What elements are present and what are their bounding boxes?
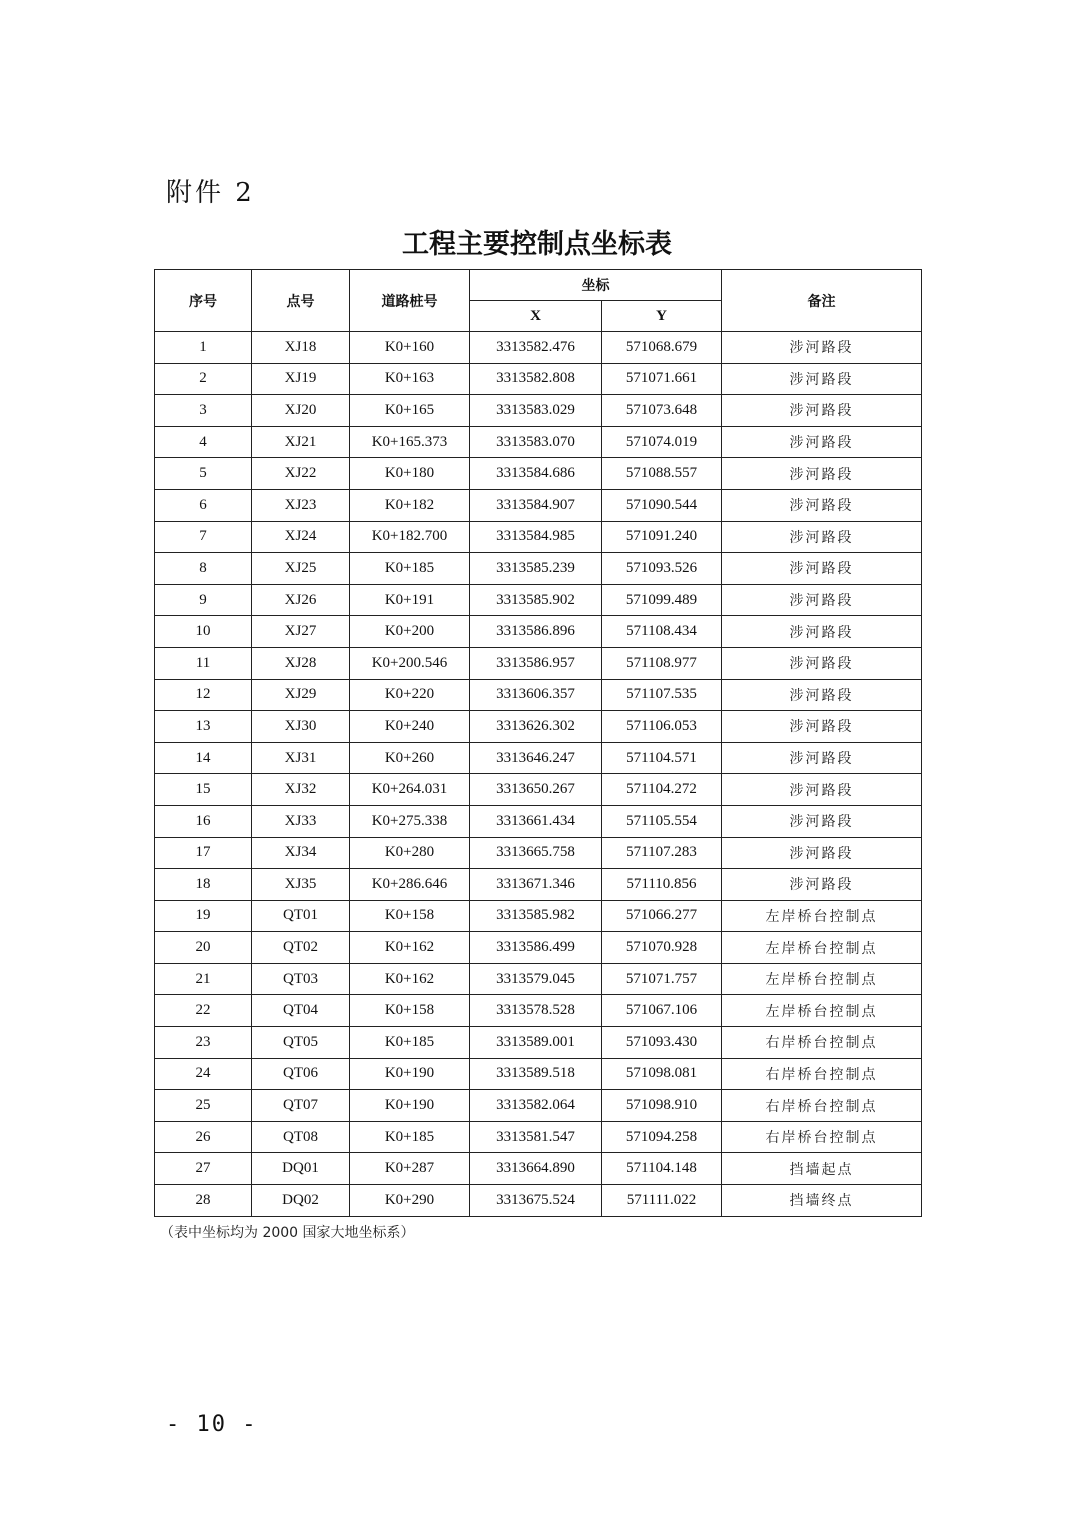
cell-station: K0+240 <box>350 711 470 743</box>
cell-seq: 20 <box>155 932 252 964</box>
cell-note: 左岸桥台控制点 <box>722 995 922 1027</box>
cell-y: 571107.535 <box>602 679 722 711</box>
cell-station: K0+287 <box>350 1153 470 1185</box>
cell-point: XJ33 <box>252 805 350 837</box>
header-station: 道路桩号 <box>350 270 470 332</box>
cell-seq: 25 <box>155 1090 252 1122</box>
cell-x: 3313661.434 <box>470 805 602 837</box>
cell-point: QT02 <box>252 932 350 964</box>
cell-point: DQ02 <box>252 1185 350 1217</box>
attachment-label: 附件 2 <box>166 178 255 208</box>
cell-y: 571107.283 <box>602 837 722 869</box>
cell-y: 571105.554 <box>602 805 722 837</box>
table-row <box>155 837 922 869</box>
table-row <box>155 805 922 837</box>
cell-station: K0+200 <box>350 616 470 648</box>
cell-point: XJ24 <box>252 521 350 553</box>
cell-station: K0+165.373 <box>350 426 470 458</box>
cell-y: 571094.258 <box>602 1121 722 1153</box>
cell-x: 3313584.907 <box>470 489 602 521</box>
cell-station: K0+290 <box>350 1185 470 1217</box>
cell-x: 3313585.982 <box>470 900 602 932</box>
header-coord: 坐标 <box>470 270 722 301</box>
cell-station: K0+286.646 <box>350 869 470 901</box>
cell-seq: 9 <box>155 584 252 616</box>
table-row <box>155 553 922 585</box>
cell-y: 571098.910 <box>602 1090 722 1122</box>
cell-x: 3313579.045 <box>470 963 602 995</box>
cell-point: XJ18 <box>252 332 350 364</box>
table-row <box>155 332 922 364</box>
cell-seq: 15 <box>155 774 252 806</box>
cell-x: 3313582.064 <box>470 1090 602 1122</box>
cell-note: 涉河路段 <box>722 363 922 395</box>
cell-x: 3313606.357 <box>470 679 602 711</box>
cell-note: 涉河路段 <box>722 553 922 585</box>
cell-seq: 12 <box>155 679 252 711</box>
table-row <box>155 900 922 932</box>
cell-station: K0+280 <box>350 837 470 869</box>
cell-station: K0+180 <box>350 458 470 490</box>
cell-note: 涉河路段 <box>722 458 922 490</box>
header-x: X <box>470 301 602 332</box>
coordinate-table <box>154 269 922 1217</box>
header-seq: 序号 <box>155 270 252 332</box>
cell-seq: 24 <box>155 1058 252 1090</box>
cell-x: 3313589.001 <box>470 1027 602 1059</box>
cell-point: QT08 <box>252 1121 350 1153</box>
cell-y: 571093.430 <box>602 1027 722 1059</box>
cell-seq: 14 <box>155 742 252 774</box>
cell-y: 571067.106 <box>602 995 722 1027</box>
cell-point: XJ32 <box>252 774 350 806</box>
cell-note: 涉河路段 <box>722 837 922 869</box>
cell-station: K0+191 <box>350 584 470 616</box>
cell-y: 571108.434 <box>602 616 722 648</box>
cell-seq: 4 <box>155 426 252 458</box>
table-row <box>155 742 922 774</box>
table-row <box>155 426 922 458</box>
cell-y: 571070.928 <box>602 932 722 964</box>
table-row <box>155 1058 922 1090</box>
table-row <box>155 1121 922 1153</box>
cell-seq: 1 <box>155 332 252 364</box>
cell-point: XJ34 <box>252 837 350 869</box>
cell-point: QT01 <box>252 900 350 932</box>
cell-point: XJ20 <box>252 395 350 427</box>
cell-seq: 11 <box>155 647 252 679</box>
cell-station: K0+185 <box>350 1027 470 1059</box>
table-row <box>155 869 922 901</box>
cell-y: 571088.557 <box>602 458 722 490</box>
cell-seq: 16 <box>155 805 252 837</box>
table-row <box>155 774 922 806</box>
cell-y: 571104.148 <box>602 1153 722 1185</box>
cell-point: XJ29 <box>252 679 350 711</box>
cell-note: 挡墙起点 <box>722 1153 922 1185</box>
cell-station: K0+190 <box>350 1058 470 1090</box>
cell-seq: 27 <box>155 1153 252 1185</box>
cell-note: 涉河路段 <box>722 869 922 901</box>
cell-note: 右岸桥台控制点 <box>722 1058 922 1090</box>
cell-station: K0+185 <box>350 1121 470 1153</box>
cell-seq: 2 <box>155 363 252 395</box>
cell-y: 571073.648 <box>602 395 722 427</box>
cell-station: K0+185 <box>350 553 470 585</box>
cell-station: K0+190 <box>350 1090 470 1122</box>
cell-seq: 22 <box>155 995 252 1027</box>
cell-point: XJ25 <box>252 553 350 585</box>
cell-seq: 3 <box>155 395 252 427</box>
cell-x: 3313586.896 <box>470 616 602 648</box>
cell-point: XJ35 <box>252 869 350 901</box>
table-row <box>155 647 922 679</box>
cell-note: 涉河路段 <box>722 426 922 458</box>
cell-seq: 28 <box>155 1185 252 1217</box>
cell-y: 571091.240 <box>602 521 722 553</box>
cell-y: 571068.679 <box>602 332 722 364</box>
cell-station: K0+165 <box>350 395 470 427</box>
cell-seq: 8 <box>155 553 252 585</box>
cell-seq: 23 <box>155 1027 252 1059</box>
table-row <box>155 1027 922 1059</box>
cell-x: 3313586.957 <box>470 647 602 679</box>
page-number: - 10 - <box>166 1412 258 1437</box>
cell-x: 3313582.476 <box>470 332 602 364</box>
cell-point: XJ26 <box>252 584 350 616</box>
cell-seq: 13 <box>155 711 252 743</box>
table-footnote: （表中坐标均为 2000 国家大地坐标系） <box>160 1225 415 1241</box>
cell-y: 571090.544 <box>602 489 722 521</box>
cell-x: 3313665.758 <box>470 837 602 869</box>
cell-station: K0+182.700 <box>350 521 470 553</box>
cell-y: 571108.977 <box>602 647 722 679</box>
cell-y: 571099.489 <box>602 584 722 616</box>
table-row <box>155 584 922 616</box>
cell-note: 涉河路段 <box>722 489 922 521</box>
table-row <box>155 395 922 427</box>
table-row <box>155 363 922 395</box>
table-row <box>155 679 922 711</box>
cell-note: 右岸桥台控制点 <box>722 1027 922 1059</box>
cell-seq: 5 <box>155 458 252 490</box>
table-row <box>155 711 922 743</box>
cell-seq: 17 <box>155 837 252 869</box>
cell-point: XJ19 <box>252 363 350 395</box>
cell-x: 3313578.528 <box>470 995 602 1027</box>
cell-point: QT07 <box>252 1090 350 1122</box>
cell-note: 涉河路段 <box>722 805 922 837</box>
cell-y: 571093.526 <box>602 553 722 585</box>
cell-x: 3313650.267 <box>470 774 602 806</box>
cell-x: 3313589.518 <box>470 1058 602 1090</box>
cell-station: K0+275.338 <box>350 805 470 837</box>
cell-x: 3313671.346 <box>470 869 602 901</box>
table-row <box>155 458 922 490</box>
cell-seq: 18 <box>155 869 252 901</box>
cell-x: 3313585.239 <box>470 553 602 585</box>
cell-note: 左岸桥台控制点 <box>722 932 922 964</box>
cell-x: 3313584.985 <box>470 521 602 553</box>
table-row <box>155 616 922 648</box>
cell-station: K0+158 <box>350 900 470 932</box>
cell-station: K0+162 <box>350 932 470 964</box>
table-row <box>155 1090 922 1122</box>
cell-y: 571104.272 <box>602 774 722 806</box>
cell-station: K0+160 <box>350 332 470 364</box>
cell-note: 左岸桥台控制点 <box>722 963 922 995</box>
table-row <box>155 1185 922 1217</box>
cell-y: 571111.022 <box>602 1185 722 1217</box>
cell-y: 571104.571 <box>602 742 722 774</box>
cell-y: 571071.661 <box>602 363 722 395</box>
cell-station: K0+163 <box>350 363 470 395</box>
cell-station: K0+220 <box>350 679 470 711</box>
cell-station: K0+200.546 <box>350 647 470 679</box>
cell-note: 涉河路段 <box>722 332 922 364</box>
cell-x: 3313675.524 <box>470 1185 602 1217</box>
cell-note: 右岸桥台控制点 <box>722 1121 922 1153</box>
cell-station: K0+260 <box>350 742 470 774</box>
table-row <box>155 489 922 521</box>
cell-station: K0+264.031 <box>350 774 470 806</box>
cell-point: XJ21 <box>252 426 350 458</box>
cell-point: DQ01 <box>252 1153 350 1185</box>
cell-note: 涉河路段 <box>722 742 922 774</box>
table-body <box>155 332 922 1217</box>
cell-point: XJ28 <box>252 647 350 679</box>
cell-y: 571110.856 <box>602 869 722 901</box>
cell-point: XJ22 <box>252 458 350 490</box>
cell-x: 3313586.499 <box>470 932 602 964</box>
page-title: 工程主要控制点坐标表 <box>402 229 672 260</box>
cell-note: 涉河路段 <box>722 521 922 553</box>
header-note: 备注 <box>722 270 922 332</box>
cell-note: 左岸桥台控制点 <box>722 900 922 932</box>
cell-note: 涉河路段 <box>722 584 922 616</box>
cell-x: 3313581.547 <box>470 1121 602 1153</box>
cell-y: 571098.081 <box>602 1058 722 1090</box>
cell-note: 涉河路段 <box>722 395 922 427</box>
cell-x: 3313584.686 <box>470 458 602 490</box>
cell-y: 571074.019 <box>602 426 722 458</box>
cell-station: K0+158 <box>350 995 470 1027</box>
cell-point: QT03 <box>252 963 350 995</box>
cell-x: 3313626.302 <box>470 711 602 743</box>
cell-note: 右岸桥台控制点 <box>722 1090 922 1122</box>
cell-note: 涉河路段 <box>722 679 922 711</box>
cell-y: 571066.277 <box>602 900 722 932</box>
cell-y: 571106.053 <box>602 711 722 743</box>
header-point: 点号 <box>252 270 350 332</box>
cell-seq: 10 <box>155 616 252 648</box>
cell-point: QT04 <box>252 995 350 1027</box>
cell-seq: 26 <box>155 1121 252 1153</box>
table-row <box>155 521 922 553</box>
cell-point: XJ30 <box>252 711 350 743</box>
cell-seq: 6 <box>155 489 252 521</box>
cell-note: 涉河路段 <box>722 647 922 679</box>
cell-x: 3313664.890 <box>470 1153 602 1185</box>
cell-note: 涉河路段 <box>722 616 922 648</box>
table-row <box>155 963 922 995</box>
cell-point: XJ27 <box>252 616 350 648</box>
cell-seq: 19 <box>155 900 252 932</box>
cell-point: XJ31 <box>252 742 350 774</box>
cell-x: 3313582.808 <box>470 363 602 395</box>
cell-point: XJ23 <box>252 489 350 521</box>
cell-x: 3313583.029 <box>470 395 602 427</box>
cell-x: 3313646.247 <box>470 742 602 774</box>
cell-seq: 21 <box>155 963 252 995</box>
table-row <box>155 932 922 964</box>
cell-note: 涉河路段 <box>722 774 922 806</box>
cell-station: K0+162 <box>350 963 470 995</box>
header-y: Y <box>602 301 722 332</box>
cell-x: 3313583.070 <box>470 426 602 458</box>
cell-seq: 7 <box>155 521 252 553</box>
cell-point: QT06 <box>252 1058 350 1090</box>
cell-station: K0+182 <box>350 489 470 521</box>
cell-point: QT05 <box>252 1027 350 1059</box>
cell-x: 3313585.902 <box>470 584 602 616</box>
table-row <box>155 1153 922 1185</box>
cell-note: 挡墙终点 <box>722 1185 922 1217</box>
cell-y: 571071.757 <box>602 963 722 995</box>
table-row <box>155 995 922 1027</box>
cell-note: 涉河路段 <box>722 711 922 743</box>
